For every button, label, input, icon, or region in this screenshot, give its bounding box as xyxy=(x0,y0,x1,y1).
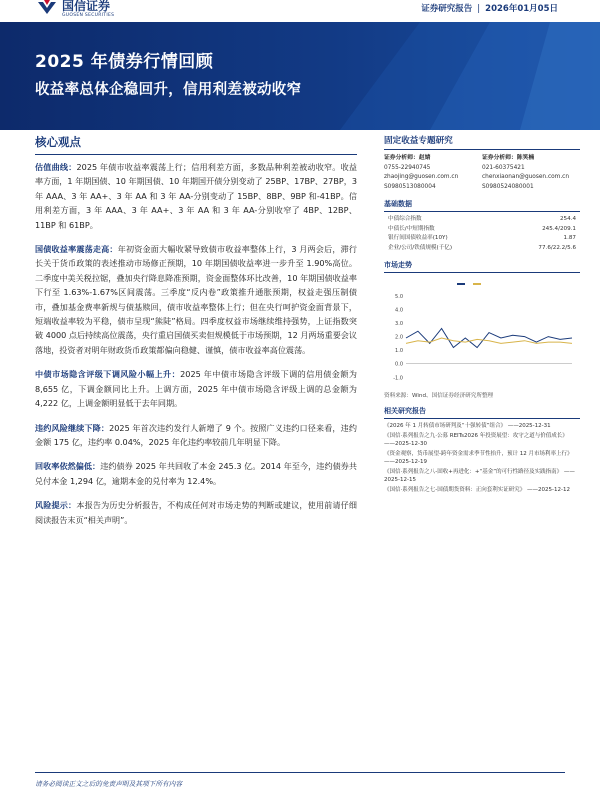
list-item[interactable]: 《2026 年 1 月转债市场研判及“十强转债”组合》 ——2025-12-31 xyxy=(384,423,551,429)
logo-mark-icon xyxy=(36,0,58,16)
para-text: 违约债券 2025 年共回收了本金 245.3 亿。2014 年至今，违约债券共兑付本金 1,294 亿，逾期本金的兑付率为 12.4%。 xyxy=(35,461,357,486)
analyst-phone: 021-60375421 xyxy=(482,164,525,171)
list-item[interactable]: 《资金观察，货币展望-跨年资金需求季节性抬升，预计 12 月市场利率上行》 ——2025-12-19 xyxy=(384,450,573,465)
analyst-cert: S0980513080004 xyxy=(384,183,436,190)
y-tick-label: 4.0 xyxy=(395,307,403,314)
analyst-phone: 0755-22940745 xyxy=(384,164,431,171)
paragraph-rating xyxy=(35,367,357,410)
y-tick-label: 5.0 xyxy=(395,294,403,300)
paragraph-recovery xyxy=(35,459,357,488)
related-reports-divider xyxy=(384,418,580,419)
analyst-label: 证券分析师： xyxy=(384,155,419,161)
sidebar-title: 固定收益专题研究 xyxy=(384,136,453,146)
row-key: 企业/公司/铁债规模(千亿) xyxy=(388,244,453,251)
title-banner xyxy=(0,22,600,130)
table-row xyxy=(384,234,580,244)
header-divider: | xyxy=(477,4,481,14)
report-date: 2026年01月05日 xyxy=(485,4,558,14)
analyst-name: 赵婧 xyxy=(418,155,431,161)
chart-legend xyxy=(457,283,483,285)
y-tick-label: 2.0 xyxy=(395,334,403,341)
paragraph-treasury xyxy=(35,242,357,357)
analyst-label: 证券分析师： xyxy=(482,155,517,161)
analyst-email[interactable]: zhaojing@guosen.com.cn xyxy=(384,174,459,180)
paragraph-curve xyxy=(35,160,357,232)
list-item[interactable]: 《国信·系列报告之九·公募 REITs2026 年投资展望：攻守之道与价值成长》 ——2025-12-30 xyxy=(384,432,568,447)
banner-decoration xyxy=(300,22,600,130)
row-key: 中债长/中短期指数 xyxy=(388,225,435,232)
para-text: 2025 年债市收益率震荡上行；信用利差方面，多数品种利差被动收窄。收益率方面，1 年期国债、10 年期国债、10 年期国开债分别变动了 25BP、17BP、27BP，3 年 AAA、3 年 AA+、3 年 AA 和 3 年 AA-分别变动了 15BP、8BP、9BP 和-41BP。信用利差方面，3 年 AAA、3 年 AA+、3 年 AA 和 3 年 AA-分别收窄了 4BP、12BP、11BP 和 61BP。 xyxy=(35,162,357,230)
list-item[interactable]: 《国信·系列报告之七-国债期货资料：正向套利实证研究》 ——2025-12-12 xyxy=(384,486,570,493)
basic-data-title: 基础数据 xyxy=(384,200,412,208)
logo-cn-text: 国信证券 xyxy=(62,0,111,13)
row-value: 254.4 xyxy=(559,216,576,222)
report-title: 2025 年债券行情回顾 xyxy=(35,52,214,72)
related-reports-list xyxy=(384,422,580,494)
logo-en-text: GUOSEN SECURITIES xyxy=(62,13,115,18)
para-text: 年初资金面大幅收紧导致债市收益率整体上行，3 月两会后，滞行长关于货币政策的表述推动市场修正预期，10 年期国债收益率进一步升至 1.90%高位。二季度中美关税拉锯，叠加央行降息降准预期，资金面整体环比改善，10 年期国债收益率下行至 1.63%-1.67%区间震荡。三季度“反内卷”政策推升通胀预期，权益走强压制债市，叠加基金费率新规与债基赎回，债市收益率整体上行；但在央行呵护资金面背景下，短端收益率较为平稳，债市呈现“熊陡”格局。四季度权益市场继续维持强势，上证指数突破 4000 点后持续高位震荡，央行重启国债买卖但规模低于市场预期，12 月两场重要会议落地，投资者对明年财政货币政策都偏向稳健、谨慎，债市收益率高位震荡。 xyxy=(35,244,357,355)
para-keyword: 估值曲线： xyxy=(35,162,77,172)
legend-swatch xyxy=(473,283,481,285)
market-trend-chart xyxy=(384,276,580,388)
sidebar xyxy=(384,134,580,495)
paragraph-risk xyxy=(35,498,357,527)
analyst-card xyxy=(384,154,482,192)
para-keyword: 中债市场隐含评级下调风险小幅上升： xyxy=(35,369,181,380)
basic-data-divider xyxy=(384,211,580,212)
trend-chart-svg xyxy=(384,276,580,388)
basic-data-table xyxy=(384,215,580,253)
legend-item xyxy=(473,283,483,285)
report-subtitle: 收益率总体企稳回升，信用利差被动收窄 xyxy=(35,82,302,98)
series-line-0 xyxy=(406,329,572,348)
row-key: 银行间国债收益率(10Y) xyxy=(388,235,448,241)
table-row xyxy=(384,225,580,235)
analyst-email[interactable]: chenxiaonan@guosen.com.cn xyxy=(482,174,570,180)
core-viewpoints xyxy=(35,134,357,537)
trend-divider xyxy=(384,272,580,273)
header-meta xyxy=(421,2,558,14)
paragraph-default xyxy=(35,421,357,450)
para-text: 本报告为历史分析报告，不构成任何对市场走势的判断或建议，使用前请仔细阅读报告末页“相关声明”。 xyxy=(35,500,357,525)
row-key: 中债综合指数 xyxy=(388,216,422,222)
core-title: 核心观点 xyxy=(35,135,81,149)
company-logo xyxy=(36,0,114,20)
related-reports-title: 相关研究报告 xyxy=(384,407,426,415)
footer-divider xyxy=(35,772,565,773)
chart-source: 资料来源：Wind、国信证券经济研究所整理 xyxy=(384,393,494,399)
table-row xyxy=(384,215,580,225)
legend-item xyxy=(457,283,467,285)
analyst-block xyxy=(384,154,580,192)
report-type: 证券研究报告 xyxy=(421,4,473,14)
footer-disclaimer: 请务必阅读正文之后的免责声明及其项下所有内容 xyxy=(35,780,183,788)
sidebar-divider xyxy=(384,149,580,150)
analyst-name: 陈笑楠 xyxy=(516,155,535,161)
y-tick-label: 0.0 xyxy=(395,361,403,368)
analyst-card xyxy=(482,154,580,192)
row-value: 245.4/209.1 xyxy=(542,225,576,232)
analyst-cert: S0980524080001 xyxy=(482,183,534,190)
y-tick-label: 3.0 xyxy=(395,321,403,328)
list-item[interactable]: 《国信·系列报告之八-固收+再进化：+“基金”的可行性路径及实践指南》 ——2025-12-15 xyxy=(384,468,575,483)
trend-title: 市场走势 xyxy=(384,261,412,269)
core-divider xyxy=(35,154,357,155)
table-row xyxy=(384,244,580,254)
row-value: 1.87 xyxy=(563,235,576,241)
top-header xyxy=(0,0,600,22)
row-value: 77.6/22.2/5.6 xyxy=(538,244,576,251)
para-keyword: 国债收益率震荡走高： xyxy=(35,244,118,255)
para-keyword: 回收率依然偏低： xyxy=(35,461,101,472)
y-tick-label: 1.0 xyxy=(395,348,403,355)
para-text: 2025 年中债市场隐含评级下调的信用债金额为 8,655 亿，下调金额同比上升。上调方面，2025 年中债市场隐含评级上调的总金额为 4,222 亿，上调金额明显低于去年同期。 xyxy=(35,369,357,409)
legend-swatch xyxy=(457,283,465,285)
para-keyword: 风险提示： xyxy=(35,500,77,511)
para-keyword: 违约风险继续下降： xyxy=(35,422,110,433)
para-text: 2025 年首次违约发行人新增了 9 个。按照广义违约口径来看，违约金额 175 亿，违约率 0.04%，2025 年化违约率较前几年明显下降。 xyxy=(35,422,357,447)
y-tick-label: -1.0 xyxy=(393,375,403,382)
